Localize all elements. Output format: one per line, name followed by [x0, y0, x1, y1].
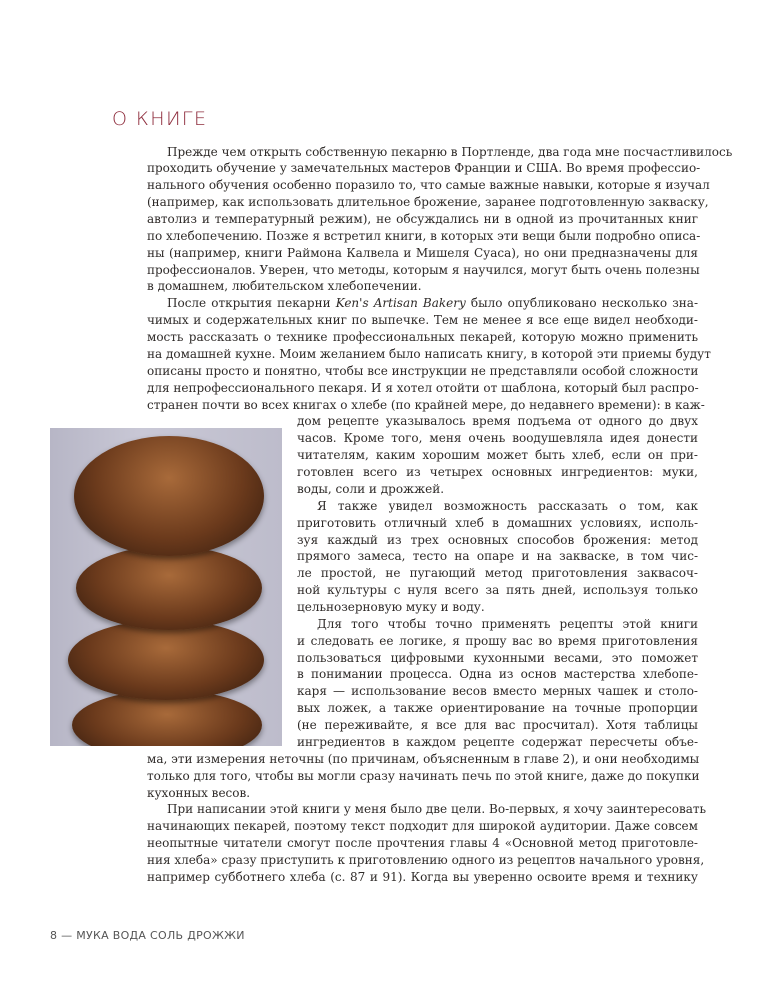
section-title: О КНИГЕ	[112, 108, 208, 130]
text-line: Я также увидел возможность рассказать о том, как	[317, 498, 698, 513]
bread-loaf	[68, 620, 264, 700]
text-line: автолиз и температурный режим), не обсуждались ни в одной из прочитанных книг	[147, 211, 698, 226]
text-line: только для того, чтобы вы могли сразу начинать печь по этой книге, даже до покупки	[147, 768, 700, 783]
bread-stack-photo	[50, 428, 282, 746]
text-line: например субботнего хлеба (с. 87 и 91). Когда вы уверенно освоите время и технику	[147, 869, 698, 884]
text-line: прямого замеса, тесто на опаре и на закваске, в том чис-	[297, 549, 698, 564]
text-line: в понимании процесса. Одна из основ мастерства хлебопе-	[297, 667, 698, 682]
text-line: неопытные читатели смогут после прочтения главы 4 «Основной метод приготовле-	[147, 836, 698, 851]
bakery-name: Ken's Artisan Bakery	[335, 296, 466, 311]
text-line: по хлебопечению. Позже я встретил книги, в которых эти вещи были подробно описа-	[147, 228, 701, 243]
text-line: зуя каждый из трех основных способов брожения: метод	[297, 532, 698, 547]
text-line: пользоваться цифровыми кухонными весами, это поможет	[297, 650, 698, 665]
text-line: ингредиентов в каждом рецепте содержат пересчеты объе-	[297, 734, 698, 749]
text-line: профессионалов. Уверен, что методы, которым я научился, могут быть очень полезны	[147, 262, 700, 277]
text-line: ной культуры с нуля всего за пять дней, используя только	[297, 583, 698, 598]
text-line: для непрофессионального пекаря. И я хотел отойти от шаблона, который был распро-	[147, 380, 699, 395]
text-line: (например, как использовать длительное брожение, заранее подготовленную закваску,	[147, 195, 709, 210]
text-line: воды, соли и дрожжей.	[297, 481, 445, 496]
text-line: цельнозерновую муку и воду.	[297, 599, 485, 614]
text-line: читателям, каким хорошим может быть хлеб, если он при-	[297, 448, 698, 463]
text-line: вых ложек, а также ориентирование на точные пропорции	[297, 701, 698, 716]
bread-loaf	[74, 436, 264, 556]
text-line: После открытия пекарни Ken's Artisan Bakery было опубликовано несколько зна-	[167, 296, 699, 311]
text-line: ма, эти измерения неточны (по причинам, объясненным в главе 2), и они необходимы	[147, 751, 700, 766]
bread-loaf	[76, 546, 262, 630]
page-footer: 8 — МУКА ВОДА СОЛЬ ДРОЖЖИ	[50, 929, 245, 942]
text-line: нального обучения особенно поразило то, что самые важные навыки, которые я изучал	[147, 178, 710, 193]
text-line: кухонных весов.	[147, 785, 251, 800]
text-line: Для того чтобы точно применять рецепты этой книги	[317, 616, 698, 631]
text-line: проходить обучение у замечательных мастеров Франции и США. Во время профессио-	[147, 161, 701, 176]
text-line: в домашнем, любительском хлебопечении.	[147, 279, 422, 294]
text-line: и следовать ее логике, я прошу вас во время приготовления	[297, 633, 698, 648]
text-line: мость рассказать о технике профессиональных пекарей, которую можно применить	[147, 330, 698, 345]
text-line: странен почти во всех книгах о хлебе (по крайней мере, до недавнего времени): в каж-	[147, 397, 705, 412]
text-line: дом рецепте указывалось время подъема от одного до двух	[297, 414, 698, 429]
text-line: часов. Кроме того, меня очень воодушевляла идея донести	[297, 431, 698, 446]
text-line: При написании этой книги у меня было две цели. Во-первых, я хочу заинтересовать	[167, 802, 707, 817]
text-line: ле простой, не пугающий метод приготовления заквасоч-	[297, 566, 698, 581]
text-line: ния хлеба» сразу приступить к приготовлению одного из рецептов начального уровня,	[147, 853, 705, 868]
text-line: описаны просто и понятно, чтобы все инструкции не представляли особой сложности	[147, 363, 699, 378]
text-line: ны (например, книги Раймона Калвела и Мишеля Суаса), но они предназначены для	[147, 245, 698, 260]
text-line: (не переживайте, я все для вас просчитал). Хотя таблицы	[297, 718, 698, 733]
text-line: Прежде чем открыть собственную пекарню в Портленде, два года мне посчастливилось	[167, 144, 733, 159]
text-line: на домашней кухне. Моим желанием было написать книгу, в которой эти приемы будут	[147, 346, 711, 361]
text-line: начинающих пекарей, поэтому текст подходит для широкой аудитории. Даже совсем	[147, 819, 698, 834]
text-line: готовлен всего из четырех основных ингредиентов: муки,	[297, 465, 698, 480]
text-line: чимых и содержательных книг по выпечке. Тем не менее я все еще видел необходи-	[147, 313, 698, 328]
text-line: приготовить отличный хлеб в домашних условиях, исполь-	[297, 515, 698, 530]
text-line: каря — использование весов вместо мерных чашек и столо-	[297, 684, 698, 699]
